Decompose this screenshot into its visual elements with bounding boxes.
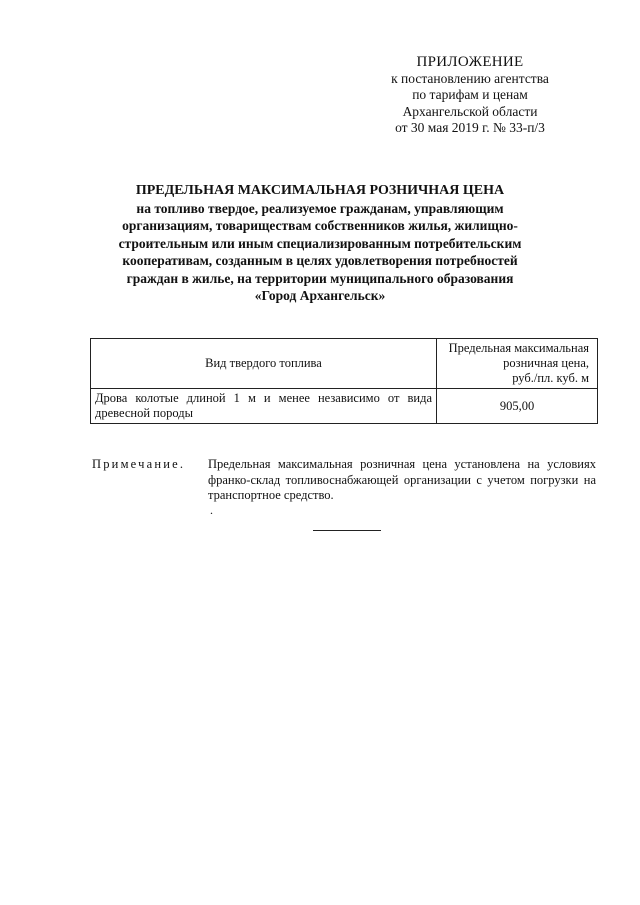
appendix-line: Архангельской области [402, 103, 538, 119]
header-fuel-type: Вид твердого топлива [91, 339, 437, 389]
title-line: строительным или иным специализированным потребительским [118, 235, 522, 251]
note-text: Предельная максимальная розничная цена установлена на условиях франко-склад топливоснабжающей организации с учетом погрузки на транспортное средство. [208, 457, 596, 502]
table-header-row [91, 339, 598, 389]
title-line: кооперативам, созданным в целях удовлетворения потребностей [122, 253, 518, 268]
appendix-line: по тарифам и ценам [412, 87, 528, 102]
price-table [90, 338, 598, 424]
closing-rule [313, 530, 381, 531]
appendix-line: к постановлению агентства [391, 70, 549, 86]
title-line: «Город Архангельск» [254, 288, 386, 303]
table-row [91, 389, 598, 424]
header-max-price [437, 339, 598, 389]
title-main: ПРЕДЕЛЬНАЯ МАКСИМАЛЬНАЯ РОЗНИЧНАЯ ЦЕНА [135, 183, 505, 198]
header-price-line: Предельная максимальная [448, 341, 589, 355]
title-line: на топливо твердое, реализуемое гражданам, управляющим [136, 200, 504, 216]
header-price-line: розничная цена, [503, 356, 589, 370]
document-title [110, 182, 530, 305]
appendix-line: от 30 мая 2019 г. № 33-п/3 [395, 120, 545, 135]
header-price-line: руб./пл. куб. м [512, 371, 589, 385]
note-label: Примечание. [92, 457, 186, 471]
cell-price: 905,00 [437, 389, 598, 424]
title-line: организациям, товариществам собственников жилья, жилищно- [122, 218, 518, 233]
cell-fuel-type: Дрова колотые длиной 1 м и менее независимо от вида древесной породы [91, 389, 437, 424]
title-line: граждан в жилье, на территории муниципального образования [126, 270, 514, 286]
appendix-block [360, 54, 580, 137]
appendix-heading: ПРИЛОЖЕНИЕ [416, 54, 524, 70]
stray-mark: . [210, 503, 213, 517]
